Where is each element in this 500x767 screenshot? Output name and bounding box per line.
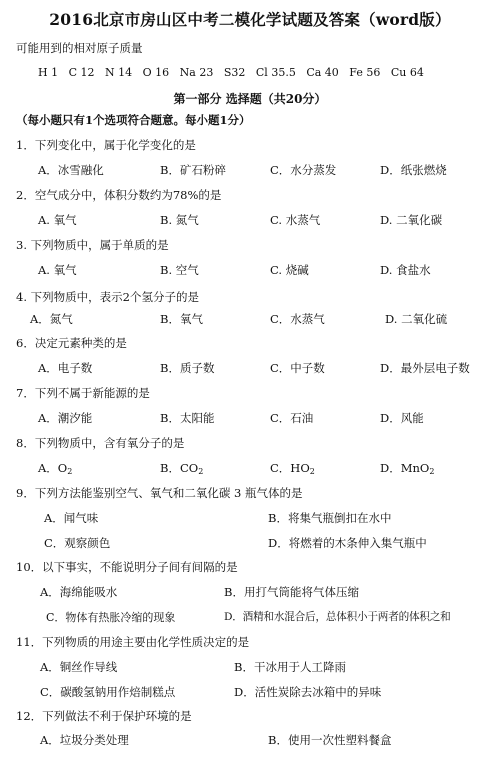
question-option — [270, 460, 315, 476]
atomic-mass-item: C 12 — [68, 66, 95, 79]
question-option: A．氮气 — [30, 312, 73, 326]
question-stem: 6．决定元素种类的是 — [16, 336, 127, 350]
question-option: A．铜丝作导线 — [40, 660, 118, 674]
question-option: C．水蒸气 — [270, 312, 325, 326]
question-option: C．石油 — [270, 411, 314, 425]
question-option: A．海绵能吸水 — [40, 585, 118, 599]
question-option: B. 空气 — [160, 263, 199, 277]
question-option: A．冰雪融化 — [38, 163, 104, 177]
question-stem: 8．下列物质中，含有氧分子的是 — [16, 436, 185, 450]
option-text: D．MnO — [380, 461, 430, 475]
question-option: B．干冰用于人工降雨 — [234, 660, 346, 674]
question-option: D．纸张燃烧 — [380, 163, 447, 177]
question-option: A．垃圾分类处理 — [40, 733, 129, 747]
question-option: D．活性炭除去冰箱中的异味 — [234, 685, 382, 699]
question-option: D．风能 — [380, 411, 424, 425]
question-option: C．碳酸氢钠用作焙制糕点 — [40, 685, 176, 699]
question-option: A. 氧气 — [38, 263, 77, 277]
question-option: B. 氮气 — [160, 213, 199, 227]
question-option: D. 二氧化硫 — [385, 312, 448, 326]
question-option: B．用打气筒能将气体压缩 — [224, 585, 359, 599]
subscript: 2 — [429, 467, 435, 476]
question-option: B．太阳能 — [160, 411, 215, 425]
question-option: D．最外层电子数 — [380, 361, 470, 375]
atomic-mass-item: Cu 64 — [390, 66, 424, 79]
question-option: B．将集气瓶倒扣在水中 — [268, 511, 392, 525]
question-option: B．质子数 — [160, 361, 215, 375]
atomic-mass-list — [38, 66, 431, 79]
subscript: 2 — [198, 467, 204, 476]
question-option: C．观察颜色 — [44, 536, 111, 550]
question-stem: 11．下列物质的用途主要由化学性质决定的是 — [16, 635, 250, 649]
subscript: 2 — [309, 467, 315, 476]
question-option: C．水分蒸发 — [270, 163, 337, 177]
atomic-mass-item: Na 23 — [179, 66, 214, 79]
question-stem: 10．以下事实，不能说明分子间有间隔的是 — [16, 560, 238, 574]
subscript: 2 — [67, 467, 73, 476]
question-option: C．中子数 — [270, 361, 325, 375]
question-option: D. 食盐水 — [380, 263, 431, 277]
atomic-mass-item: S32 — [223, 66, 246, 79]
question-stem: 12．下列做法不利于保护环境的是 — [16, 709, 192, 723]
question-option: D．酒精和水混合后，总体积小于两者的体积之和 — [224, 611, 451, 623]
page-title: 2016北京市房山区中考二模化学试题及答案（word版） — [49, 10, 451, 29]
question-option: C. 烧碱 — [270, 263, 309, 277]
question-option: C．物体有热胀冷缩的现象 — [46, 611, 176, 624]
option-text: B．CO — [160, 461, 199, 475]
atomic-mass-item: Cl 35.5 — [255, 66, 296, 79]
question-stem: 7．下列不属于新能源的是 — [16, 386, 150, 400]
question-option: C. 水蒸气 — [270, 213, 321, 227]
question-option: B．使用一次性塑料餐盒 — [268, 733, 392, 747]
question-option: A．闻气味 — [44, 511, 99, 525]
atomic-mass-item: Ca 40 — [306, 66, 339, 79]
atomic-mass-item: N 14 — [105, 66, 133, 79]
question-option: B．氧气 — [160, 312, 203, 326]
atomic-mass-item: O 16 — [142, 66, 170, 79]
section-note: （每小题只有1个选项符合题意。每小题1分） — [16, 113, 251, 127]
question-option: D．将燃着的木条伸入集气瓶中 — [268, 536, 427, 550]
question-option — [160, 460, 203, 476]
question-option — [380, 460, 434, 476]
question-option: A．电子数 — [38, 361, 93, 375]
section-title: 第一部分 选择题（共20分） — [173, 92, 327, 106]
question-stem: 2．空气成分中，体积分数约为78%的是 — [16, 188, 222, 202]
question-stem: 9．下列方法能鉴别空气、氧气和二氧化碳 3 瓶气体的是 — [16, 486, 303, 500]
question-stem: 3. 下列物质中，属于单质的是 — [16, 238, 169, 252]
option-text: C．HO — [270, 461, 310, 475]
question-option: B．矿石粉碎 — [160, 163, 226, 177]
question-option: A. 氧气 — [38, 213, 77, 227]
question-option: D. 二氧化碳 — [380, 213, 443, 227]
option-text: A．O — [38, 461, 68, 475]
atomic-mass-label: 可能用到的相对原子质量 — [16, 41, 143, 55]
question-option: A．潮汐能 — [38, 411, 93, 425]
question-stem: 1．下列变化中，属于化学变化的是 — [16, 138, 196, 152]
atomic-mass-item: Fe 56 — [349, 66, 381, 79]
question-option — [38, 460, 72, 476]
question-stem: 4. 下列物质中，表示2个氢分子的是 — [16, 290, 199, 304]
atomic-mass-item: H 1 — [38, 66, 59, 79]
